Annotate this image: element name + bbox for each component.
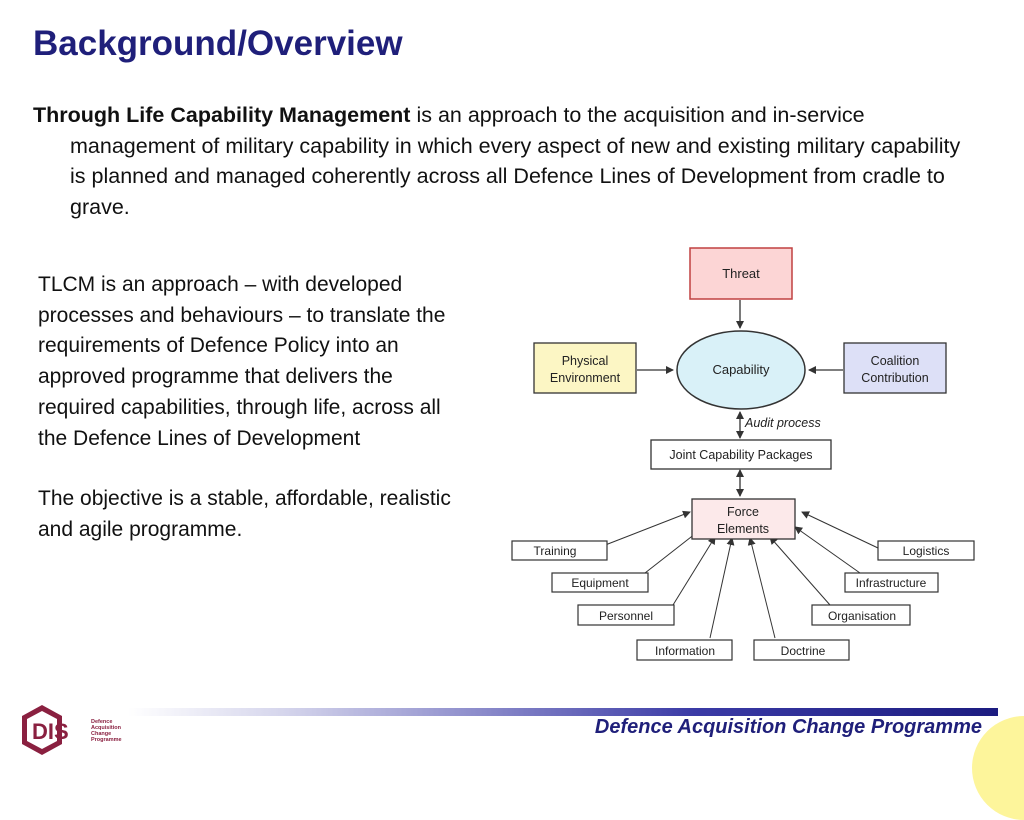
information-arrow (710, 538, 732, 638)
dis-logo (20, 703, 130, 765)
personnel-arrow (673, 537, 715, 605)
infrastructure-arrow (795, 527, 860, 573)
intro-definition: is an approach to the acquisition and in-service management of military capability in which every aspect of new and existing military capability is planned and managed coherently across all Defence Lines of Development from cradle to grave. (70, 103, 961, 219)
svg-text:Joint Capability Packages: Joint Capability Packages (669, 448, 813, 462)
doctrine-node (754, 640, 849, 660)
slide-title: Background/Overview (33, 24, 403, 63)
footer-gradient-bar (128, 708, 998, 716)
svg-text:Doctrine: Doctrine (780, 644, 826, 658)
physical-environment-node (534, 343, 636, 393)
tlcm-description (38, 270, 468, 546)
organisation-arrow (770, 537, 830, 605)
svg-text:Programme: Programme (91, 737, 122, 743)
svg-text:Defence: Defence (91, 719, 113, 725)
tlcm-approach-text: TLCM is an approach – with developed processes and behaviours – to translate the requirements of Defence Policy into an approved programme that delivers the required capabilities, through life, across all the Defence Lines of Development (38, 273, 446, 450)
intro-term: Through Life Capability Management (33, 103, 411, 127)
svg-text:Equipment: Equipment (571, 576, 629, 590)
svg-text:Threat: Threat (722, 266, 760, 281)
training-node (512, 541, 607, 560)
joint-capability-packages-node (651, 440, 831, 469)
svg-text:Personnel: Personnel (598, 609, 654, 623)
svg-text:Logistics: Logistics (902, 544, 950, 558)
force-elements-node (692, 499, 795, 539)
svg-text:Organisation: Organisation (827, 609, 897, 623)
equipment-node (552, 573, 648, 592)
threat-node (690, 248, 792, 299)
coalition-contribution-node (844, 343, 946, 393)
logistics-arrow (802, 512, 878, 548)
doctrine-arrow (750, 538, 775, 638)
tlcm-objective-text: The objective is a stable, affordable, realistic and agile programme. (38, 487, 451, 541)
svg-text:Infrastructure: Infrastructure (855, 576, 927, 590)
svg-text:Force: Force (727, 505, 759, 519)
svg-text:DIS: DIS (32, 719, 69, 744)
svg-text:Environment: Environment (549, 371, 621, 385)
svg-text:Coalition: Coalition (870, 354, 920, 368)
intro-paragraph (33, 100, 968, 222)
svg-text:Information: Information (654, 644, 716, 658)
tlcm-diagram (505, 240, 985, 670)
capability-node (677, 331, 805, 409)
svg-text:Training: Training (533, 544, 577, 558)
svg-text:Capability: Capability (712, 362, 770, 377)
personnel-node (578, 605, 674, 625)
infrastructure-node (845, 573, 938, 592)
logistics-node (878, 541, 974, 560)
svg-text:Contribution: Contribution (861, 371, 929, 385)
training-arrow (595, 512, 690, 549)
svg-text:Physical: Physical (561, 354, 609, 368)
svg-text:Elements: Elements (716, 522, 770, 536)
footer-programme-name: Defence Acquisition Change Programme (594, 716, 982, 738)
organisation-node (812, 605, 910, 625)
svg-text:Acquisition: Acquisition (91, 725, 121, 731)
svg-text:Change: Change (91, 731, 112, 737)
information-node (637, 640, 732, 660)
audit-process-label: Audit process (745, 416, 821, 430)
